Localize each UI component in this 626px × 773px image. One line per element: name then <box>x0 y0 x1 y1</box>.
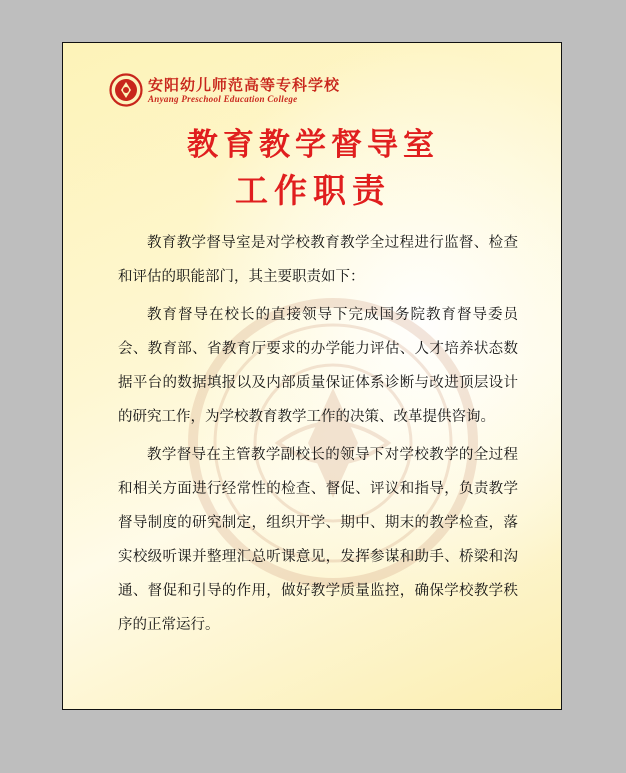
paragraph-education-supervision: 教育督导在校长的直接领导下完成国务院教育督导委员会、教育部、省教育厅要求的办学能力评估、人才培养状态数据平台的数据填报以及内部质量保证体系诊断与改进顶层设计的研究工作，为学校教育教学工作的决策、改革提供咨询。 <box>118 307 518 425</box>
paragraph-intro: 教育教学督导室是对学校教育教学全过程进行监督、检查和评估的职能部门，其主要职责如下： <box>118 235 518 285</box>
paragraph-teaching-supervision: 教学督导在主管教学副校长的领导下对学校教学的全过程和相关方面进行经常性的检查、督促、评议和指导，负责教学督导制度的研究制定，组织开学、期中、期末的教学检查，落实校级听课并整理汇总听课意见，发挥参谋和助手、桥梁和沟通、督促和引导的作用，做好教学质量监控，确保学校教学秩序的正常运行。 <box>118 447 518 633</box>
school-emblem-icon <box>109 73 143 107</box>
school-name <box>148 76 340 105</box>
notice-board <box>62 42 562 710</box>
page-title: 教育教学督导室 <box>187 127 439 163</box>
duties-body <box>118 226 518 646</box>
page-subtitle: 工作职责 <box>235 171 391 210</box>
school-name-english: Anyang Preschool Education College <box>148 93 298 104</box>
school-logo <box>109 73 340 107</box>
school-name-chinese: 安阳幼儿师范高等专科学校 <box>148 75 341 94</box>
